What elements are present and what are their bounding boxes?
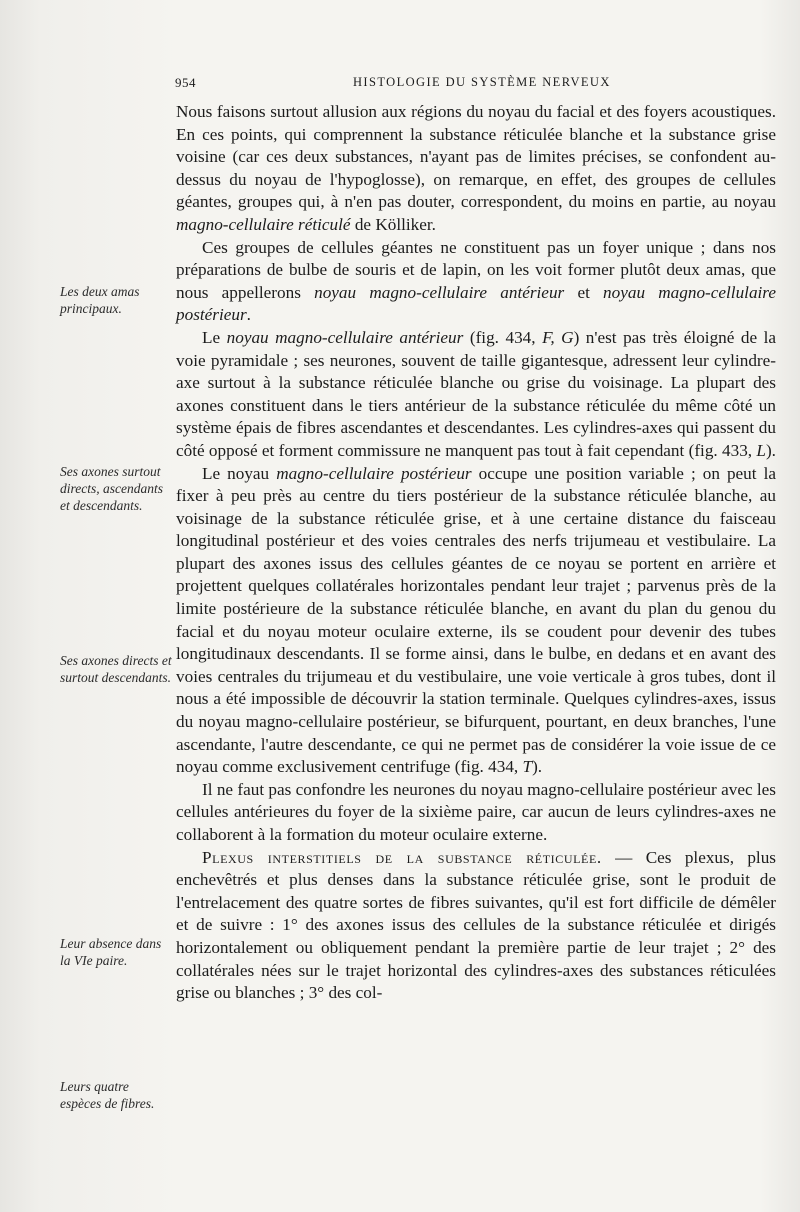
text-segment: .	[246, 305, 251, 325]
text-segment: occupe une position variable ; on peut la fixer à peu près au centre du tiers postérieur de la substance réticulée blanche, au voisinage de la substance réticulée grise, et à une certaine distance du faisceau longitudinal postérieur et des voies centrales des nerfs trijumeau et vestibulaire. La plupart des axones issus des cellules géantes de ce noyau se portent en arrière et projettent quelques collatérales horizontales pendant leur trajet ; parvenus près de la limite postérieure de la substance réticulée blanche, en avant du plan du genou du facial et du noyau moteur oculaire externe, ils se coudent pour devenir des tubes longitudinaux descendants. Il se forme ainsi, dans le bulbe, en dedans et en avant des voies centrales du trijumeau et du vestibulaire, une voie verticale à gros tubes, dont il nous a été impossible de découvrir la station terminale. Quelques cylindres-axes, issus du noyau magno-cellulaire postérieur, se bifurquent, pourtant, en deux branches, l'une ascendante, l'autre descendante, ce qui ne permet pas de considérer la voie issue de ce noyau comme exclusivement centrifuge (fig. 434,	[176, 463, 776, 777]
margin-note: Ses axones surtout directs, ascendants et descendants.	[60, 464, 163, 513]
text-segment: Le noyau	[202, 463, 277, 483]
text-segment: Nous faisons surtout allusion aux régions du noyau du facial et des foyers acoustiques. En ces points, qui comprennent la substance réticulée blanche et la substance grise voisine (car ces deux substances, n'ayant pas de limites précises, se confondent au-dessus du noyau de l'hypoglosse), on remarque, en effet, des groupes de cellules géantes, groupes qui, à n'en pas douter, correspondent, du moins en partie, au noyau	[176, 102, 776, 212]
margin-note: Les deux amas principaux.	[60, 284, 140, 316]
text-segment: F, G	[542, 327, 574, 347]
text-segment: de Kölliker.	[350, 214, 436, 234]
margin-note: Leur absence dans la VIe paire.	[60, 936, 162, 968]
text-segment: et	[564, 282, 604, 302]
paragraph	[176, 101, 776, 237]
text-segment: magno-cellulaire postérieur	[276, 463, 472, 483]
text-segment: noyau magno-cellulaire postérieur	[176, 282, 776, 325]
text-segment: ) n'est pas très éloigné de la voie pyramidale ; ses neurones, souvent de taille gigantesque, adressent leur cylindre-axe surtout à la substance réticulée blanche ou grise du voisinage. La plupart des axones constituent dans le tiers antérieur de la substance réticulée du même côté un système épais de fibres ascendantes et descendantes. Les cylindres-axes qui passent du côté opposé et forment commissure ne manquent pas tout à fait cependant (fig. 433,	[176, 327, 777, 460]
paragraph	[176, 779, 776, 847]
text-segment: Ces groupes de cellules géantes ne constituent pas un foyer unique ; dans nos préparations de bulbe de souris et de lapin, on les voit former plutôt deux amas, que nous appellerons	[176, 237, 776, 302]
paragraph	[176, 847, 776, 1005]
text-segment: Le	[202, 327, 227, 347]
paragraph	[176, 463, 776, 779]
text-segment: Plexus interstitiels de la substance réticulée.	[202, 847, 602, 867]
text-segment: magno-cellulaire réticulé	[176, 214, 351, 234]
text-segment: L	[756, 440, 766, 460]
text-segment: Il ne faut pas confondre les neurones du noyau magno-cellulaire postérieur avec les cellules antérieures du foyer de la sixième paire, car aucun de leurs cylindres-axes ne collaborent à la formation du moteur oculaire externe.	[176, 779, 776, 844]
paragraph	[176, 237, 776, 327]
paragraph	[176, 327, 776, 463]
text-segment: noyau magno-cellulaire antérieur	[314, 282, 565, 302]
text-segment: noyau magno-cellulaire antérieur	[226, 327, 464, 347]
text-segment: T	[522, 757, 533, 777]
page-header	[175, 75, 775, 95]
text-segment: ).	[765, 440, 776, 460]
text-segment: — Ces plexus, plus enchevêtrés et plus denses dans la substance réticulée grise, sont le produit de l'entrelacement des quatre sortes de fibres suivantes, qu'il est fort difficile de démêler et de suivre : 1° des axones issus des cellules de la substance réticulée et dirigés horizontalement ou obliquement pendant la première partie de leur trajet ; 2° des collatérales nées sur le trajet horizontal des cylindres-axes des substances réticulées grise ou blanches ; 3° des col-	[176, 847, 776, 1003]
text-segment: ).	[532, 757, 543, 777]
margin-note: Ses axones directs et surtout descendants.	[60, 653, 172, 685]
running-title: HISTOLOGIE DU SYSTÈME NERVEUX	[353, 75, 611, 89]
text-segment: (fig. 434,	[463, 327, 543, 347]
body-text	[176, 101, 776, 1005]
page-number: 954	[175, 75, 196, 90]
margin-note: Leurs quatre espèces de fibres.	[60, 1079, 155, 1111]
